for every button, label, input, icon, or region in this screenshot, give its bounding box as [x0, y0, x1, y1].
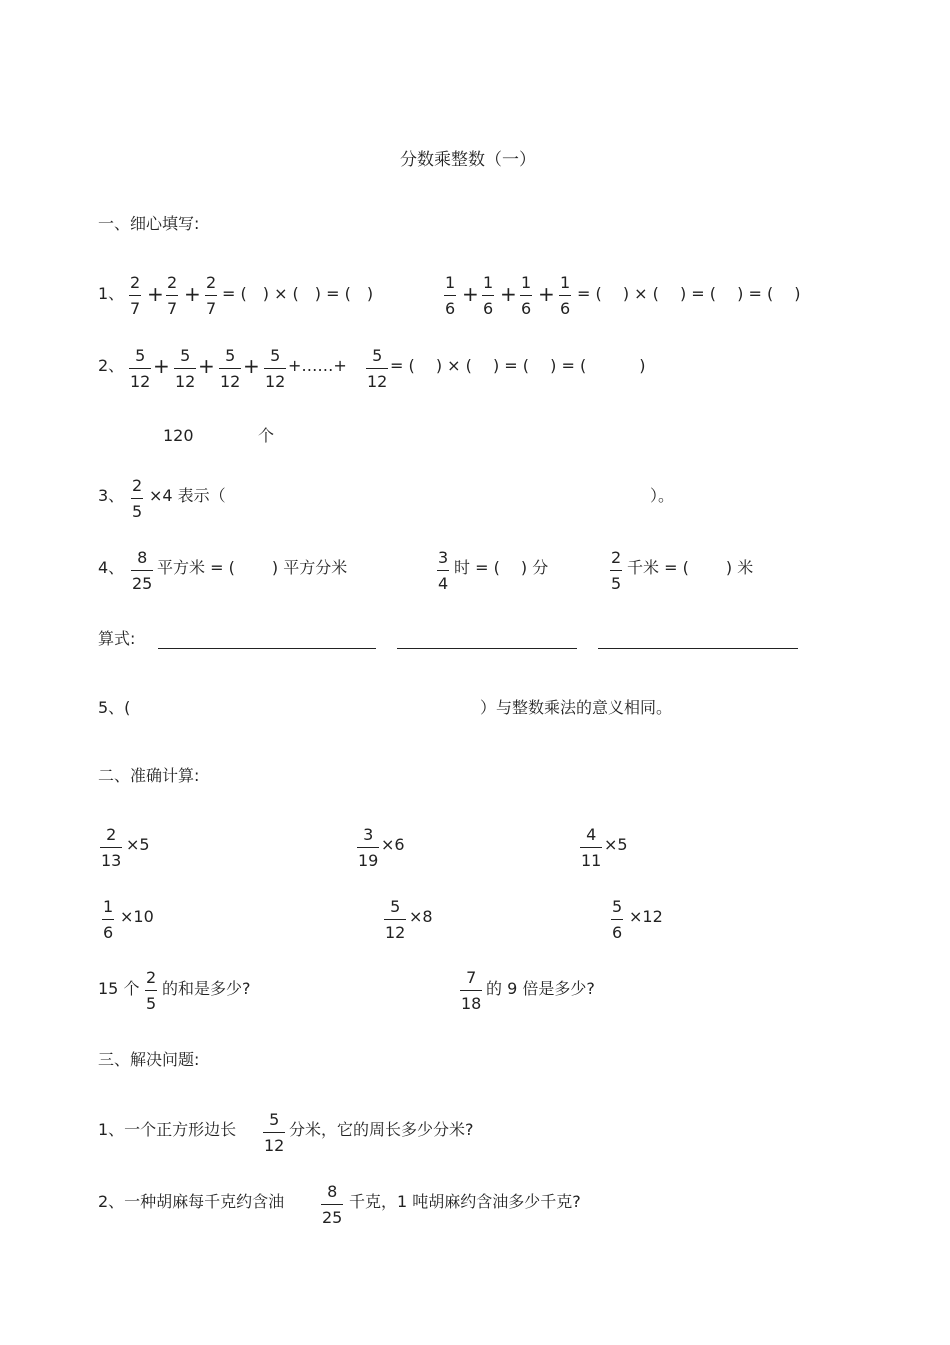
calc-fraction: 1 6 — [103, 897, 114, 942]
q1-fraction: 2 7 — [206, 273, 217, 318]
plus-sign: + — [500, 282, 517, 306]
problem-fraction: 5 12 — [264, 1110, 285, 1155]
problem-fraction: 8 25 — [322, 1182, 343, 1227]
q2-sub-number: 120 — [163, 426, 194, 445]
plus-sign: + — [538, 282, 555, 306]
q4-part1: 平方米 = ( ) 平方分米 — [157, 558, 348, 577]
calc-operator: ×5 — [126, 835, 150, 854]
section2-heading: 二、准确计算: — [98, 766, 200, 785]
word-problem-suffix: 的和是多少? — [162, 979, 251, 998]
section1-heading: 一、细心填写: — [98, 214, 200, 233]
q5-open: 5、( — [98, 698, 131, 717]
plus-sign: + — [198, 354, 215, 378]
calc-operator: ×12 — [629, 907, 663, 926]
plus-sign: + — [243, 354, 260, 378]
q1a-tail: = ( ) × ( ) = ( ) — [222, 284, 374, 303]
q3-middle: ×4 表示（ — [149, 486, 226, 505]
problem2-prefix: 2、一种胡麻每千克约含油 — [98, 1192, 285, 1211]
q3-number: 3、 — [98, 486, 125, 505]
q1-fraction: 1 6 — [521, 273, 532, 318]
q2-sub-unit: 个 — [258, 426, 275, 445]
q1-fraction: 1 6 — [445, 273, 456, 318]
plus-sign: + — [462, 282, 479, 306]
q4-fraction: 2 5 — [611, 548, 622, 593]
q1-number: 1、 — [98, 284, 125, 303]
q2-fraction: 5 12 — [175, 346, 196, 391]
calc-operator: ×5 — [604, 835, 628, 854]
calc-operator: ×6 — [381, 835, 405, 854]
plus-sign: + — [147, 282, 164, 306]
q5-close: ）与整数乘法的意义相同。 — [480, 698, 673, 717]
q4-fraction: 3 4 — [438, 548, 449, 593]
plus-sign: + — [184, 282, 201, 306]
q2-ellipsis: +……+ — [288, 356, 347, 375]
answer-line — [158, 648, 376, 649]
q2-fraction: 5 12 — [220, 346, 241, 391]
plus-sign: + — [153, 354, 170, 378]
section3-heading: 三、解决问题: — [98, 1050, 200, 1069]
word-fraction: 7 18 — [461, 968, 482, 1013]
q4-part2: 时 = ( ) 分 — [454, 558, 549, 577]
page-title: 分数乘整数（一） — [400, 150, 536, 170]
q2-tail: = ( ) × ( ) = ( ) = ( ) — [390, 356, 646, 375]
word-problem-suffix: 的 9 倍是多少? — [486, 979, 595, 998]
q2-number: 2、 — [98, 356, 125, 375]
answer-line — [598, 648, 798, 649]
answer-line — [397, 648, 577, 649]
formula-label: 算式: — [98, 629, 136, 648]
q2-fraction: 5 12 — [265, 346, 286, 391]
word-fraction: 2 5 — [146, 968, 157, 1013]
q2-fraction: 5 12 — [367, 346, 388, 391]
q4-part3: 千米 = ( ) 米 — [627, 558, 754, 577]
q1-fraction: 2 7 — [167, 273, 178, 318]
problem1-suffix: 分米，它的周长多少分米? — [289, 1120, 474, 1139]
q3-end: ）。 — [650, 486, 675, 505]
q4-fraction: 8 25 — [132, 548, 153, 593]
calc-fraction: 2 13 — [101, 825, 122, 870]
calc-operator: ×10 — [120, 907, 154, 926]
calc-operator: ×8 — [409, 907, 433, 926]
calc-fraction: 5 12 — [385, 897, 406, 942]
problem1-prefix: 1、一个正方形边长 — [98, 1120, 237, 1139]
problem2-suffix: 千克，1 吨胡麻约含油多少千克? — [349, 1192, 581, 1211]
q4-number: 4、 — [98, 558, 125, 577]
calc-fraction: 5 6 — [612, 897, 623, 942]
q1-fraction: 1 6 — [483, 273, 494, 318]
q1b-tail: = ( ) × ( ) = ( ) = ( ) — [577, 284, 801, 303]
q2-fraction: 5 12 — [130, 346, 151, 391]
q3-fraction: 2 5 — [132, 476, 143, 521]
calc-fraction: 4 11 — [581, 825, 602, 870]
q1-fraction: 1 6 — [560, 273, 571, 318]
word-problem-prefix: 15 个 — [98, 979, 140, 998]
calc-fraction: 3 19 — [358, 825, 379, 870]
q1-fraction: 2 7 — [130, 273, 141, 318]
